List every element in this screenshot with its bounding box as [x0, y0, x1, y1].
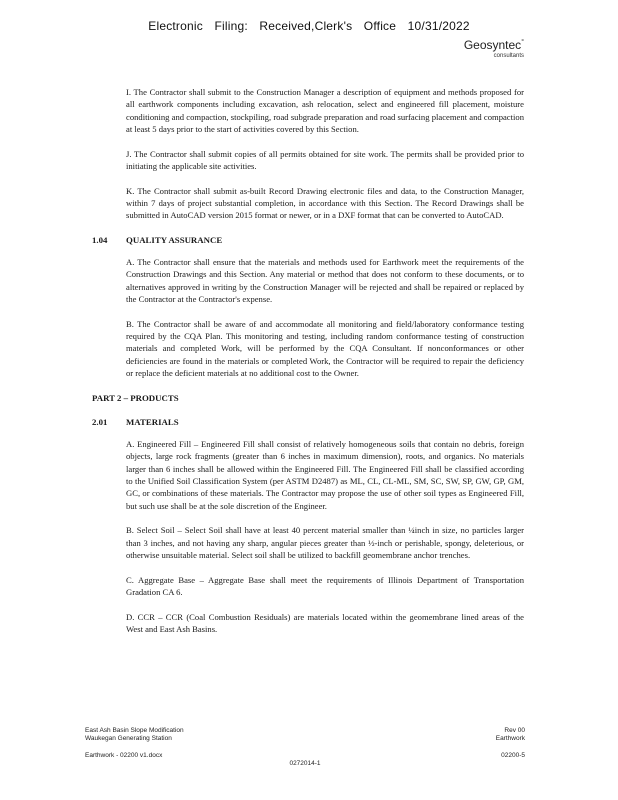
footer-page-number: 02200-5 [501, 752, 525, 759]
paragraph-2-01-a: A. Engineered Fill – Engineered Fill shall consist of relatively homogeneous soils that contain no debris, foreign objects, large rock fragments (greater than 6 inches in maximum dimension), roots, and organics. No materials larger than 6 inches shall be allowed within the Engineered Fill. The Engineered Fill shall be classified according to the Unified Soil Classification System (per ASTM D2487) as ML, CL, CL-ML, SM, SC, SW, SP, GW, GP, GM, GC, or combinations of these materials. The Contractor may propose the use of other soil types as Engineered Fill, but such use shall be at the sole discretion of the Engineer. [126, 439, 524, 511]
section-number: 2.01 [92, 416, 108, 427]
footer-file-name: Earthwork - 02200 v1.docx [85, 752, 163, 759]
section-title: MATERIALS [126, 416, 179, 427]
logo-mark: ° [521, 39, 524, 46]
section-heading-2-01 [92, 416, 524, 428]
company-logo [464, 38, 524, 59]
footer-project-name: East Ash Basin Slope Modification [85, 727, 184, 734]
section-heading-1-04 [92, 234, 524, 246]
filing-stamp: Electronic Filing: Received,Clerk's Office 10/31/2022 [148, 19, 470, 33]
paragraph-j: J. The Contractor shall submit copies of all permits obtained for site work. The permits shall be provided prior to initiating the applicable site activities. [126, 148, 524, 171]
paragraph-1-04-b: B. The Contractor shall be aware of and accommodate all monitoring and field/laboratory conformance testing required by the CQA Plan. This monitoring and testing, including random conformance testing of construction materials and completed Work, will be performed by the CQA Consultant. If nonconformances or other deficiencies are found in the materials or completed Work, the Contractor will be required to repair the deficiency or replace the deficient materials at no additional cost to the Owner. [126, 318, 524, 378]
section-title: QUALITY ASSURANCE [126, 234, 223, 245]
paragraph-i: I. The Contractor shall submit to the Construction Manager a description of equipment and methods proposed for all earthwork components including excavation, ash relocation, select and engineered fill placement, moisture conditioning and compaction, stockpiling, road subgrade preparation and road surfacing placement and compaction at least 5 days prior to the start of activities covered by this Section. [126, 87, 524, 134]
part-heading: PART 2 – PRODUCTS [92, 392, 179, 403]
paragraph-1-04-a: A. The Contractor shall ensure that the materials and methods used for Earthwork meet the requirements of the Construction Drawings and this Section. Any material or method that does not conform to these documents, or to alternatives approved in writing by the Construction Manager will be rejected and shall be repaired or replaced by the Contractor at the Contractor's expense. [126, 257, 524, 305]
footer-station-name: Waukegan Generating Station [85, 735, 172, 742]
paragraph-2-01-d: D. CCR – CCR (Coal Combustion Residuals) are materials located within the geomembrane lined areas of the West and East Ash Basins. [126, 611, 524, 634]
footer-project [85, 727, 525, 743]
footer-project-code: 0272014-1 [289, 760, 321, 767]
footer-file-info [85, 752, 525, 767]
paragraph-k: K. The Contractor shall submit as-built Record Drawing electronic files and data, to the Construction Manager, within 7 days of project substantial completion, in accordance with this Section. The Record Drawings shall be submitted in AutoCAD version 2015 format or newer, or in a DXF format that can be converted to AutoCAD. [126, 185, 524, 221]
paragraph-2-01-b: B. Select Soil – Select Soil shall have at least 40 percent material smaller than ¼inch in size, no particles larger than 3 inches, and not having any sharp, angular pieces greater than ½-inch or perishable, spongy, deleterious, or otherwise unsuitable material. Select soil shall be utilized to backfill geomembrane anchor trenches. [126, 525, 524, 560]
logo-subtitle: consultants [493, 53, 524, 59]
footer-section-name: Earthwork [495, 735, 525, 742]
document-body [92, 86, 524, 648]
logo-name: Geosyntec° [463, 38, 524, 52]
footer-revision: Rev 00 [504, 727, 525, 734]
paragraph-2-01-c: C. Aggregate Base – Aggregate Base shall meet the requirements of Illinois Department of Transportation Gradation CA 6. [126, 574, 524, 597]
section-number: 1.04 [92, 234, 108, 245]
